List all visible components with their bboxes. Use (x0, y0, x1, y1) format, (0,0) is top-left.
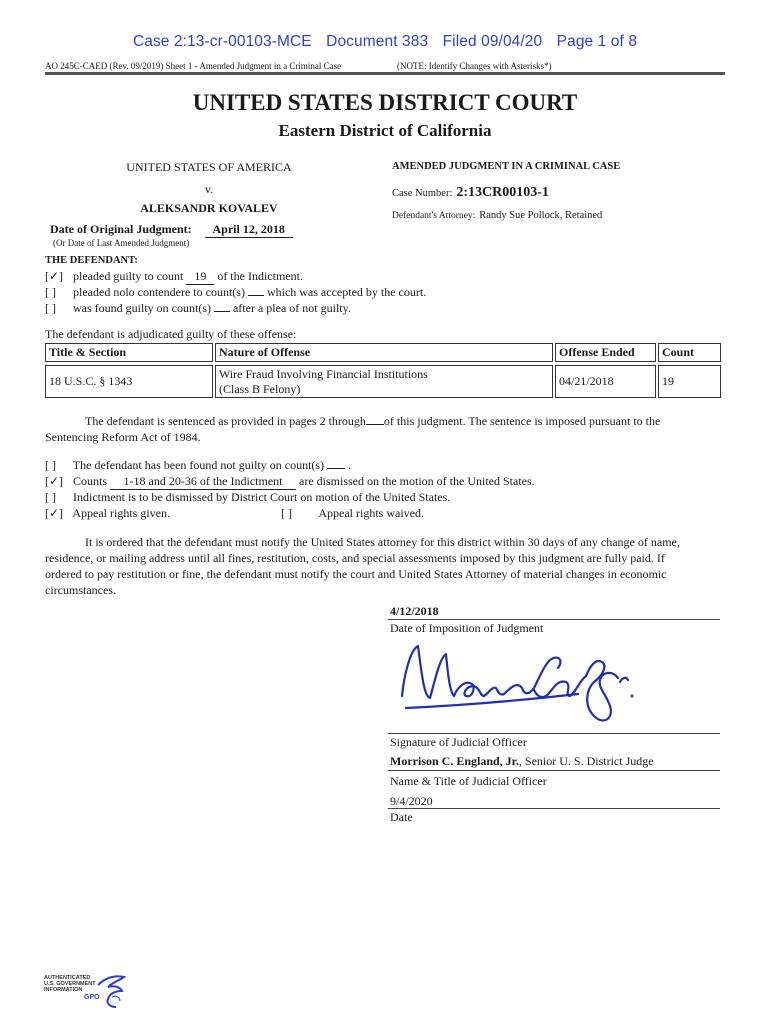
plaintiff-name: UNITED STATES OF AMERICA (126, 160, 292, 174)
case-number-value: 2:13CR00103-1 (456, 185, 549, 200)
cell-count: 19 (659, 366, 721, 398)
sentence-text-b: of this judgment. The sentence is imposed pursuant to the (383, 414, 661, 428)
gpo-logo-line2: U.S. GOVERNMENT (44, 981, 96, 987)
plea-nolo-row (45, 285, 426, 300)
cell-nature-line2: (Class B Felony) (219, 381, 301, 396)
imposition-date-line (388, 619, 720, 620)
district-name: Eastern District of California (278, 121, 492, 140)
form-line (45, 61, 552, 71)
signature-label: Signature of Judicial Officer (390, 735, 527, 749)
gpo-authenticated-logo (44, 975, 100, 1001)
offense-table (45, 343, 721, 398)
court-title: UNITED STATES DISTRICT COURT (192, 90, 578, 115)
signature-line (388, 733, 720, 734)
plea-nolo-post: which was accepted by the court. (266, 285, 427, 299)
attorney-name: Randy Sue Pollock, Retained (479, 210, 603, 221)
checkbox-unchecked: [ ] (45, 458, 56, 472)
appeal-waived-row (281, 506, 424, 521)
notice-paragraph (45, 534, 735, 598)
gpo-logo-line1: AUTHENTICATED (44, 975, 91, 981)
plea-guilty-text: pleaded guilty to count (73, 269, 184, 283)
checkbox-unchecked: [ ] (281, 506, 292, 520)
counts-dismissed-row (45, 474, 535, 490)
officer-name: Morrison C. England, Jr. (390, 754, 519, 768)
filing-header (0, 33, 770, 51)
officer-title: , Senior U. S. District Judge (518, 754, 654, 768)
cell-offense-ended: 04/21/2018 (556, 366, 656, 398)
plea-nolo-count (248, 295, 264, 296)
attorney-block (392, 205, 602, 223)
page-count-header: Page 1 of 8 (556, 33, 638, 50)
original-judgment-note: (Or Date of Last Amended Judgment) (53, 238, 190, 248)
plea-nolo-text: pleaded nolo contendere to count(s) (73, 285, 245, 299)
original-judgment-block (50, 222, 293, 238)
case-number-block (392, 183, 549, 201)
notice-line: It is ordered that the defendant must notify the United States attorney for this district within 30 days of any change of name, (85, 535, 680, 549)
imposition-label: Date of Imposition of Judgment (390, 621, 544, 635)
not-guilty-blank (327, 468, 345, 469)
indictment-row (45, 490, 450, 505)
notice-line: residence, or mailing address until all fines, restitution, costs, and special assessments imposed by this judgment are fully paid. If (45, 551, 665, 565)
checkbox-unchecked: [ ] (45, 301, 56, 315)
checkbox-checked: [✓] (45, 506, 64, 520)
plea-guilty-post: of the Indictment. (217, 269, 303, 283)
defendant-name: ALEKSANDR KOVALEV (140, 201, 278, 215)
header-nature: Nature of Offense (216, 344, 553, 362)
eagle-icon (94, 973, 128, 1009)
checkbox-unchecked: [ ] (45, 490, 56, 504)
appeal-given-row (45, 506, 170, 521)
appeal-waived-text: Appeal rights waived. (318, 506, 424, 520)
appeal-given-text: Appeal rights given. (72, 506, 170, 520)
case-number-label: Case Number: (392, 188, 453, 199)
gpo-logo-mark: GPO (84, 994, 100, 1001)
cell-nature-line1: Wire Fraud Involving Financial Institutions (219, 366, 428, 381)
original-judgment-date: April 12, 2018 (205, 222, 293, 238)
plea-guilty-count: 19 (186, 269, 214, 285)
case-number-header: Case 2:13-cr-00103-MCE (132, 33, 312, 50)
sentence-text-c: Sentencing Reform Act of 1984. (45, 430, 201, 444)
cell-title-section: 18 U.S.C. § 1343 (46, 366, 213, 398)
header-count: Count (659, 344, 721, 362)
original-judgment-label: Date of Original Judgment: (50, 222, 192, 236)
counts-dismissed-value: 1-18 and 20-36 of the Indictment (110, 474, 296, 490)
notice-line: circumstances. (45, 583, 116, 597)
checkbox-unchecked: [ ] (45, 285, 56, 299)
form-note: (NOTE: Identify Changes with Asterisks*) (397, 61, 552, 71)
date-label: Date (390, 810, 413, 824)
versus: v. (204, 182, 214, 196)
sentence-pages-blank (366, 424, 384, 425)
signed-date: 9/4/2020 (390, 794, 433, 808)
checkbox-checked: [✓] (45, 269, 64, 283)
attorney-label: Defendant's Attorney: (392, 211, 476, 221)
header-title-section: Title & Section (46, 344, 213, 362)
not-guilty-row (45, 458, 351, 473)
found-guilty-post: after a plea of not guilty. (232, 301, 351, 315)
sentence-paragraph (45, 413, 725, 445)
judge-signature (388, 636, 648, 731)
notice-line: ordered to pay restitution or fine, the defendant must notify the court and United States Attorney of material changes in economic (45, 567, 667, 581)
form-id: AO 245C-CAED (Rev. 09/2019) Sheet 1 - Amended Judgment in a Criminal Case (45, 61, 342, 71)
adjudicated-text: The defendant is adjudicated guilty of these offense: (45, 327, 297, 341)
table-row (46, 366, 721, 398)
found-guilty-text: was found guilty on count(s) (73, 301, 211, 315)
counts-dismissed-post: are dismissed on the motion of the United States. (299, 474, 535, 488)
cell-nature (216, 366, 553, 398)
document-type: AMENDED JUDGMENT IN A CRIMINAL CASE (392, 161, 621, 172)
sentence-text-a: The defendant is sentenced as provided in pages 2 through (85, 414, 366, 428)
header-offense-ended: Offense Ended (556, 344, 656, 362)
defendant-heading: THE DEFENDANT: (45, 255, 138, 266)
indictment-text: Indictment is to be dismissed by District Court on motion of the United States. (73, 490, 451, 504)
plea-guilty-row (45, 269, 303, 285)
counts-label: Counts (73, 474, 108, 488)
header-rule (45, 72, 725, 75)
not-guilty-text: The defendant has been found not guilty on count(s) (72, 458, 325, 472)
checkbox-checked: [✓] (45, 474, 64, 488)
signed-date-line (388, 808, 720, 809)
imposition-date: 4/12/2018 (390, 604, 439, 618)
name-title-label: Name & Title of Judicial Officer (390, 774, 547, 788)
gpo-logo-line3: INFORMATION (44, 987, 83, 993)
filed-date-header: Filed 09/04/20 (442, 33, 543, 50)
found-guilty-row (45, 301, 351, 316)
officer-name-block (390, 754, 654, 769)
table-header-row (46, 344, 721, 362)
not-guilty-end: . (348, 458, 352, 472)
found-guilty-count (214, 311, 230, 312)
document-number-header: Document 383 (326, 33, 429, 50)
officer-name-line (388, 770, 720, 771)
